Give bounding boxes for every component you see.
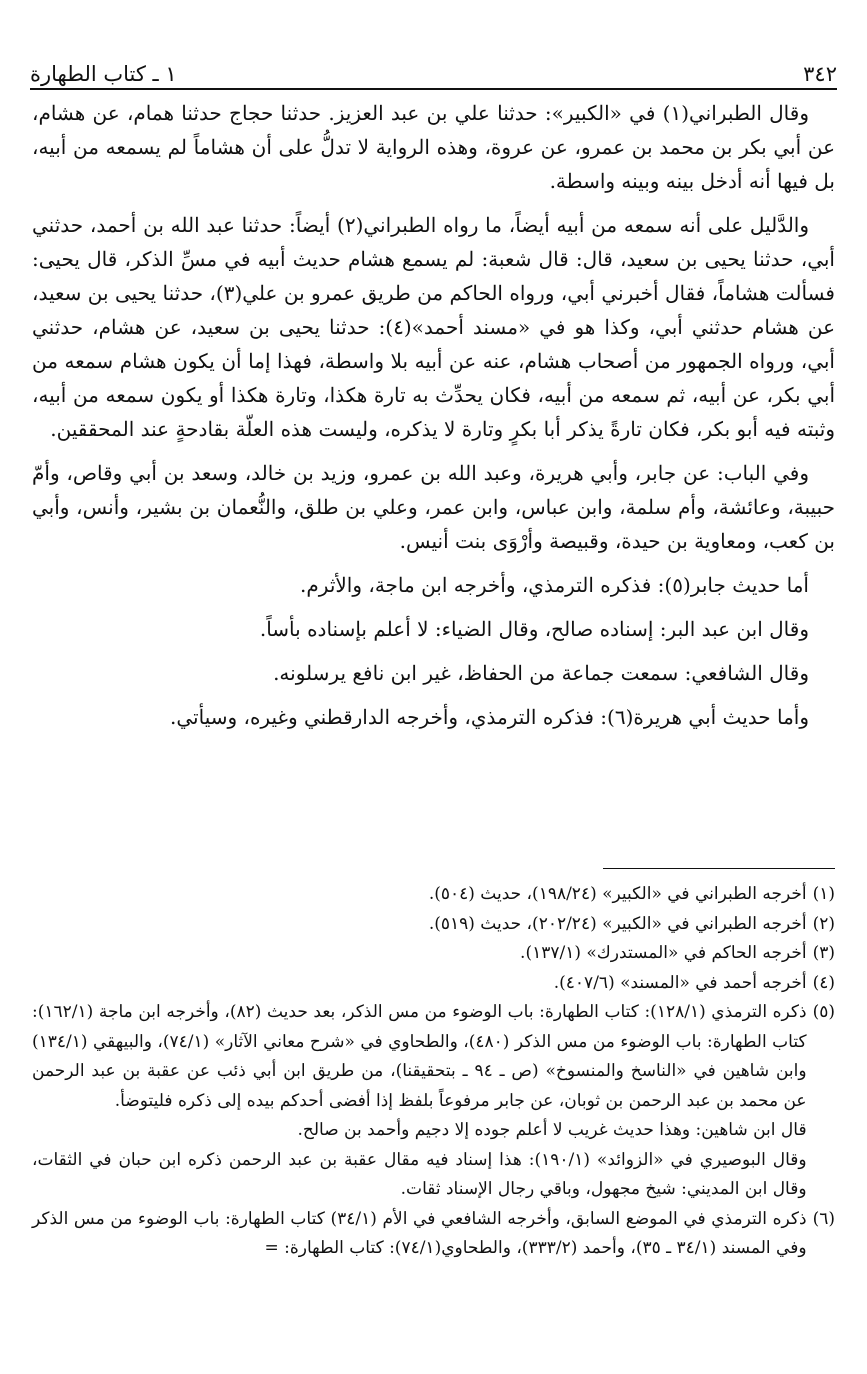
page-number: ٣٤٢ — [803, 62, 837, 86]
paragraph: أما حديث جابر(٥): فذكره الترمذي، وأخرجه ابن ماجة، والأثرم. — [300, 573, 809, 597]
footnote — [32, 939, 835, 969]
paragraph: وأما حديث أبي هريرة(٦): فذكره الترمذي، وأخرجه الدارقطني وغيره، وسيأتي. — [170, 705, 809, 729]
footnote-text: ذكره الترمذي (١٢٨/١): كتاب الطهارة: باب الوضوء من مس الذكر، بعد حديث (٨٢)، وأخرجه ابن ماجة (١٦٢/١): كتاب الطهارة: باب الوضوء من مس الذكر (٤٨٠)، والطحاوي في «شرح معاني الآثار» (٧٤/١)، والبيهقي (١٣٤/١) وابن شاهين في «الناسخ والمنسوخ» (ص ـ ٩٤ ـ بتحقيقنا)، من طريق ابن أبي ذئب عن عقبة بن عبد الرحمن عن محمد بن عبد الرحمن بن ثوبان، عن جابر مرفوعاً بلفظ إذا أفضى أحدكم بيده إلى ذكره فليتوضأ. — [32, 1002, 807, 1111]
chapter-title: ١ ـ كتاب الطهارة — [30, 62, 177, 86]
footnote-number: (٥) — [812, 1002, 835, 1022]
footnote-number: (٦) — [812, 1208, 835, 1229]
footnote — [32, 1205, 835, 1264]
paragraph: وفي الباب: عن جابر، وأبي هريرة، وعبد الله بن عمرو، وزيد بن خالد، وسعد بن أبي وقاص، وأمّ حبيبة، وعائشة، وأم سلمة، وابن عباس، وابن عمر، وعلي بن طلق، والنُّعمان بن بشير، وأنس، وأبي بن كعب، ومعاوية بن حيدة، وقبيصة وأرْوَى بنت أنيس. — [32, 461, 835, 553]
main-text — [32, 96, 835, 744]
footnote — [32, 880, 835, 910]
footnote — [32, 998, 835, 1205]
footnote-text: قال ابن شاهين: وهذا حديث غريب لا أعلم جوده إلا دجيم وأحمد بن صالح. — [297, 1120, 807, 1140]
paragraph: وقال الشافعي: سمعت جماعة من الحفاظ، غير ابن نافع يرسلونه. — [273, 661, 809, 685]
footnote-text: ذكره الترمذي في الموضع السابق، وأخرجه الشافعي في الأم (٣٤/١) كتاب الطهارة: باب الوضوء من مس الذكر وفي المسند (٣٤/١ ـ ٣٥)، وأحمد (٣٣٣/٢)، والطحاوي(٧٤/١): كتاب الطهارة: = — [32, 1208, 807, 1258]
footnote-text: أخرجه الطبراني في «الكبير» (٢٠٢/٢٤)، حديث (٥١٩). — [428, 913, 807, 934]
footnote-divider — [603, 868, 835, 869]
footnote — [32, 969, 835, 999]
footnote-number: (١) — [812, 884, 835, 904]
footnote-number: (٤) — [812, 972, 835, 993]
footnote-number: (٢) — [812, 913, 835, 934]
page-header — [30, 50, 837, 86]
footnote-text: وقال البوصيري في «الزوائد» (١٩٠/١): هذا إسناد فيه مقال عقبة بن عبد الرحمن ذكره ابن حبان في الثقات، وقال ابن المديني: شيخ مجهول، وباقي رجال الإسناد ثقات. — [32, 1149, 807, 1199]
paragraph: وقال ابن عبد البر: إسناده صالح، وقال الضياء: لا أعلم بإسناده بأساً. — [259, 617, 809, 641]
footnote — [32, 910, 835, 940]
footnote-text: أخرجه الحاكم في «المستدرك» (١٣٧/١). — [520, 943, 807, 963]
paragraph: وقال الطبراني(١) في «الكبير»: حدثنا علي بن عبد العزيز. حدثنا حجاج حدثنا همام، عن هشام، عن أبي بكر بن محمد بن عمرو، عن عروة، وهذه الرواية لا تدلُّ على أن هشاماً لم يسمعه من أبيه، بل فيها أنه أدخل بينه وبينه واسطة. — [32, 101, 835, 193]
footnote-text: أخرجه الطبراني في «الكبير» (١٩٨/٢٤)، حديث (٥٠٤). — [428, 884, 807, 904]
paragraph: والدَّليل على أنه سمعه من أبيه أيضاً، ما رواه الطبراني(٢) أيضاً: حدثنا عبد الله بن أحمد، حدثني أبي، حدثنا يحيى بن سعيد، قال: قال شعبة: لم يسمع هشام حديث أبيه في مسِّ الذكر، قال يحيى: فسألت هشاماً، فقال أخبرني أبي، ورواه الحاكم من طريق عمرو بن علي(٣)، حدثنا يحيى بن سعيد، عن هشام حدثني أبي، وكذا هو في «مسند أحمد»(٤): حدثنا يحيى بن سعيد، عن هشام، حدثني أبي، ورواه الجمهور من أصحاب هشام، عنه عن أبيه بلا واسطة، فهذا إما أن يكون هشام سمعه من أبي بكر، عن أبيه، ثم سمعه من أبيه، فكان يحدِّث به تارة هكذا، وتارة هكذا أو يكون سمعه من أبيه، وثبته فيه أبو بكر، فكان تارةً يذكر أبا بكرٍ وتارة لا يذكره، وليست هذه العلّة بقادحةٍ عند المحققين. — [32, 213, 836, 441]
header-divider — [30, 88, 837, 90]
footnote-text: أخرجه أحمد في «المسند» (٤٠٧/٦). — [553, 972, 807, 993]
footnotes — [32, 880, 835, 1264]
footnote-number: (٣) — [812, 943, 835, 963]
